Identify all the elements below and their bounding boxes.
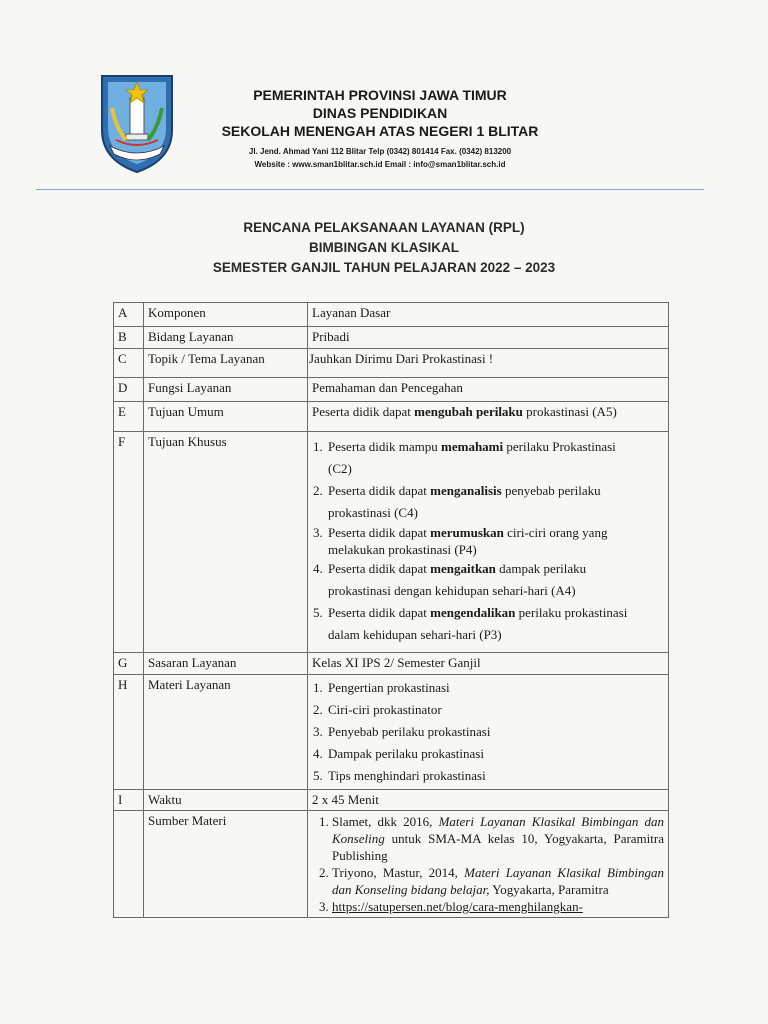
text: Peserta didik mampu <box>328 439 442 454</box>
text: melakukan prokastinasi (P4) <box>328 542 477 557</box>
row-value: Layanan Dasar <box>308 303 669 327</box>
table-row <box>114 653 669 675</box>
row-value: Pemahaman dan Pencegahan <box>308 378 669 402</box>
office-name: DINAS PENDIDIKAN <box>312 105 448 121</box>
table-row <box>114 790 669 811</box>
list-item <box>326 558 664 602</box>
emphasis: memahami <box>441 439 504 454</box>
row-label: Bidang Layanan <box>144 327 308 349</box>
row-value: 2 x 45 Menit <box>308 790 669 811</box>
row-value <box>308 432 669 653</box>
emphasis: mengendalikan <box>430 605 516 620</box>
text: Peserta didik dapat <box>328 605 431 620</box>
row-label: Waktu <box>144 790 308 811</box>
tujuan-khusus-list <box>312 436 664 646</box>
emphasis: menganalisis <box>430 483 502 498</box>
school-contact: Website : www.sman1blitar.sch.id Email : info@sman1blitar.sch.id <box>254 160 506 169</box>
list-item <box>332 898 664 915</box>
text: Peserta didik dapat <box>328 525 431 540</box>
emphasis: mengubah perilaku <box>414 404 523 419</box>
row-label: Fungsi Layanan <box>144 378 308 402</box>
table-row <box>114 327 669 349</box>
title-line-3: SEMESTER GANJIL TAHUN PELAJARAN 2022 – 2023 <box>212 260 556 275</box>
row-code: D <box>114 378 144 402</box>
row-value <box>308 402 669 432</box>
text: perilaku prokastinasi <box>515 605 628 620</box>
text: (C2) <box>328 461 352 476</box>
row-code: G <box>114 653 144 675</box>
row-value <box>308 811 669 918</box>
table-row <box>114 349 669 378</box>
row-label: Tujuan Khusus <box>144 432 308 653</box>
title-line-1: RENCANA PELAKSANAAN LAYANAN (RPL) <box>243 220 525 235</box>
row-code: B <box>114 327 144 349</box>
text: ciri-ciri orang yang <box>503 525 608 540</box>
school-name: SEKOLAH MENENGAH ATAS NEGERI 1 BLITAR <box>221 123 539 139</box>
text: untuk SMA-MA kelas 10, Yogyakarta, Paramitra Publishing <box>332 831 664 863</box>
table-row <box>114 432 669 653</box>
school-logo <box>96 68 178 176</box>
text: penyebab perilaku <box>501 483 601 498</box>
row-code: H <box>114 675 144 790</box>
list-item: 5. Tips menghindari prokastinasi <box>326 765 664 787</box>
row-label: Komponen <box>144 303 308 327</box>
list-item <box>326 436 664 480</box>
row-value: Kelas XI IPS 2/ Semester Ganjil <box>308 653 669 675</box>
row-code: I <box>114 790 144 811</box>
school-address: Jl. Jend. Ahmad Yani 112 Blitar Telp (0342) 801414 Fax. (0342) 813200 <box>248 147 512 156</box>
text: perilaku Prokastinasi <box>503 439 616 454</box>
document-title <box>134 218 634 278</box>
text: prokastinasi (C4) <box>328 505 418 520</box>
row-label: Topik / Tema Layanan <box>144 349 308 378</box>
row-label: Tujuan Umum <box>144 402 308 432</box>
row-code: E <box>114 402 144 432</box>
text: Peserta didik dapat <box>312 404 415 419</box>
table-row <box>114 402 669 432</box>
row-label: Materi Layanan <box>144 675 308 790</box>
row-label: Sumber Materi <box>144 811 308 918</box>
sumber-list <box>312 813 664 915</box>
gov-name: PEMERINTAH PROVINSI JAWA TIMUR <box>253 87 507 103</box>
row-code: A <box>114 303 144 327</box>
list-item: 3. Penyebab perilaku prokastinasi <box>326 721 664 743</box>
letterhead <box>200 86 560 171</box>
book-title: Materi Layanan Klasikal Bimbingan dan Konseling <box>332 814 664 846</box>
list-item: 1. Pengertian prokastinasi <box>326 677 664 699</box>
text: Peserta didik dapat <box>328 561 431 576</box>
row-value: Pribadi <box>308 327 669 349</box>
list-item <box>326 480 664 524</box>
emphasis: merumuskan <box>430 525 504 540</box>
title-line-2: BIMBINGAN KLASIKAL <box>309 240 459 255</box>
list-item: 2. Ciri-ciri prokastinator <box>326 699 664 721</box>
text: Triyono, Mastur, 2014, <box>332 865 465 880</box>
list-item: 4. Dampak perilaku prokastinasi <box>326 743 664 765</box>
emphasis: mengaitkan <box>430 561 496 576</box>
list-item <box>332 813 664 864</box>
table-row <box>114 675 669 790</box>
row-value <box>308 675 669 790</box>
list-item <box>332 864 664 898</box>
text: Yogyakarta, Paramitra <box>489 882 609 897</box>
text: Peserta didik dapat <box>328 483 431 498</box>
table-row <box>114 303 669 327</box>
text: Slamet, dkk 2016, <box>332 814 439 829</box>
text: prokastinasi (A5) <box>522 404 617 419</box>
list-item <box>326 602 664 646</box>
table-row <box>114 811 669 918</box>
row-code: C <box>114 349 144 378</box>
table-row <box>114 378 669 402</box>
source-link[interactable]: https://satupersen.net/blog/cara-menghilangkan- <box>332 899 583 914</box>
materi-list <box>312 677 664 787</box>
letterhead-divider <box>36 189 704 190</box>
text: prokastinasi dengan kehidupan sehari-hari (A4) <box>328 583 576 598</box>
row-code: F <box>114 432 144 653</box>
row-value: Jauhkan Dirimu Dari Prokastinasi ! <box>308 349 669 378</box>
text: dampak perilaku <box>495 561 587 576</box>
row-code <box>114 811 144 918</box>
text: dalam kehidupan sehari-hari (P3) <box>328 627 502 642</box>
book-title: Materi Layanan Klasikal Bimbingan dan Konseling bidang belajar, <box>332 865 664 897</box>
list-item <box>326 524 664 558</box>
rpl-table <box>113 302 669 918</box>
row-label: Sasaran Layanan <box>144 653 308 675</box>
